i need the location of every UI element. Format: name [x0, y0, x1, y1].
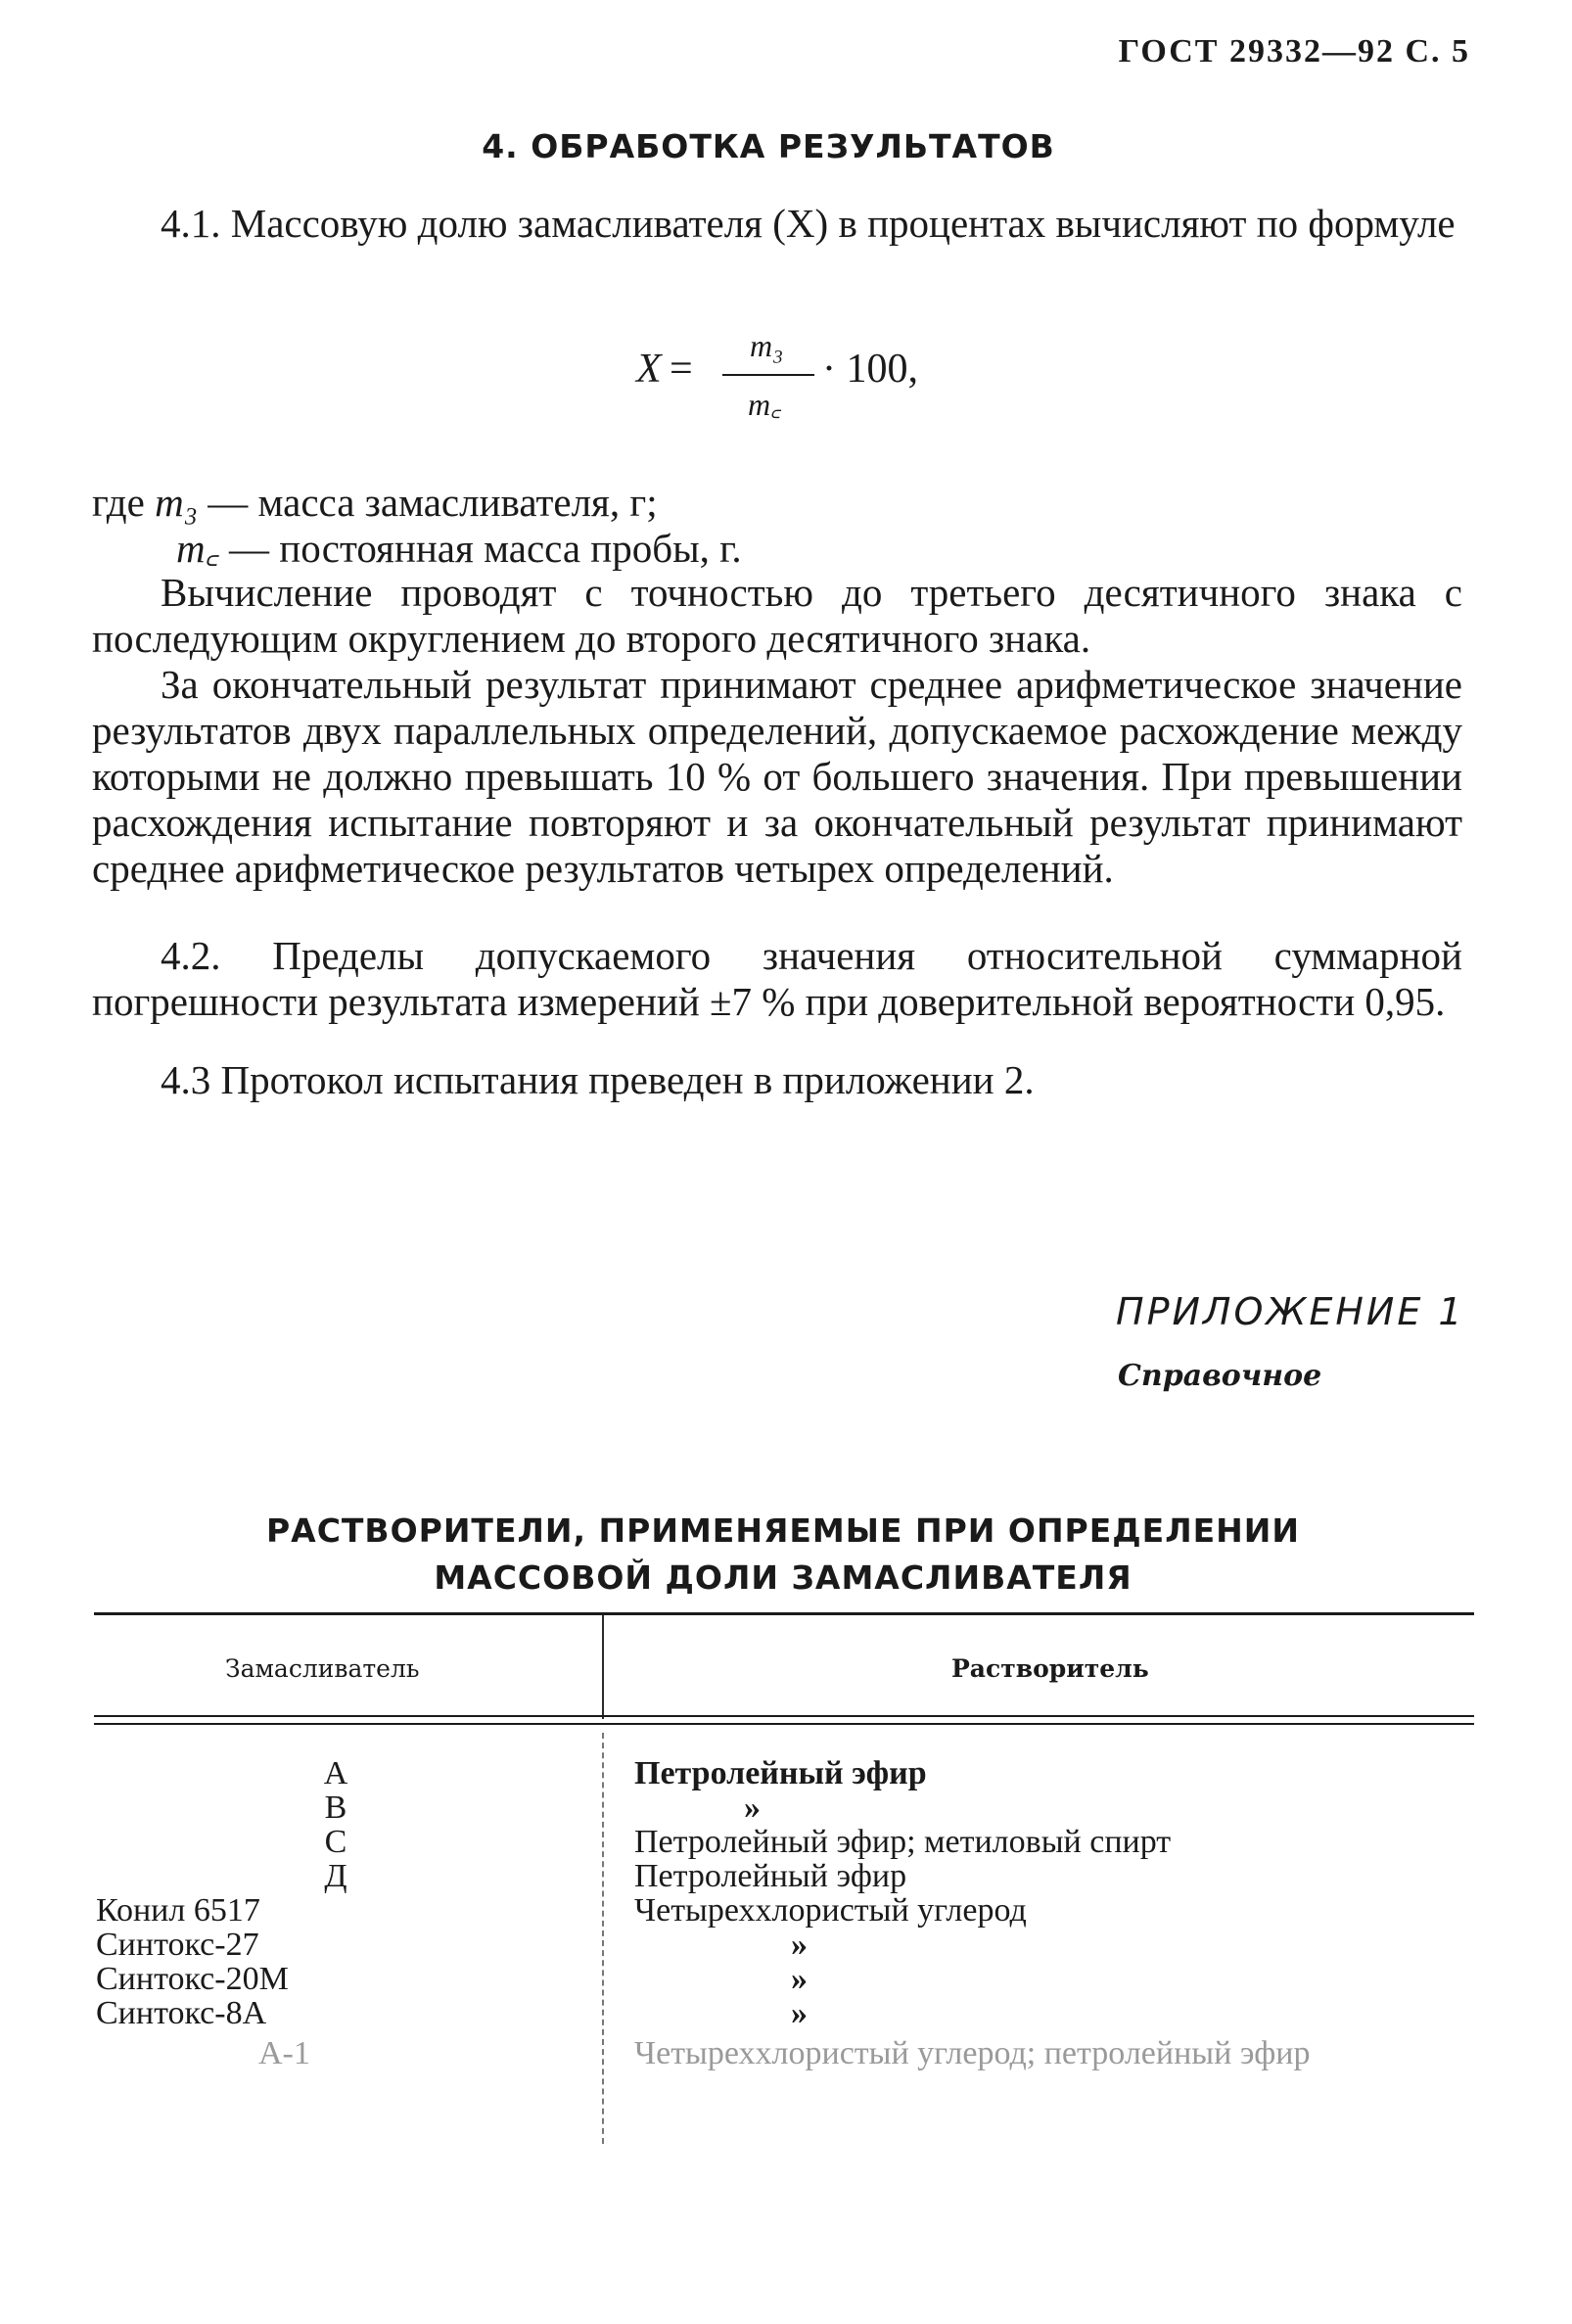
paragraph-4-3: 4.3 Протокол испытания преведен в приложении 2.: [161, 1057, 1035, 1102]
formula-equals: =: [670, 347, 693, 392]
table-header-divider: [602, 1615, 604, 1719]
table-cell-sizing: Синтокс-8А: [96, 1995, 267, 2031]
formula-multiplier: · 100,: [822, 347, 918, 392]
table-cell-sizing: Синтокс-27: [96, 1927, 259, 1963]
appendix-subtitle: Справочное: [1118, 1359, 1322, 1393]
table-title: [0, 1508, 1566, 1602]
table-title-line-2: МАССОВОЙ ДОЛИ ЗАМАСЛИВАТЕЛЯ: [434, 1558, 1133, 1597]
table-cell-sizing: С: [324, 1824, 347, 1860]
where-prefix: где: [92, 480, 145, 525]
where-text-2: — постоянная масса пробы, г.: [229, 526, 742, 571]
appendix-title: ПРИЛОЖЕНИЕ 1: [1116, 1290, 1465, 1333]
table-cell-sizing: Синтокс-20М: [96, 1961, 289, 1997]
column-header-solvent: Растворитель: [951, 1654, 1149, 1683]
paragraph-4-1: 4.1. Массовую долю замасливателя (X) в процентах вычисляют по формуле: [161, 201, 1456, 246]
table-title-line-1: РАСТВОРИТЕЛИ, ПРИМЕНЯЕМЫЕ ПРИ ОПРЕДЕЛЕНИИ: [265, 1511, 1301, 1550]
table-cell-solvent: Четыреххлористый углерод: [634, 1892, 1027, 1929]
table-cell-sizing: В: [324, 1789, 347, 1826]
table-cell-solvent: »: [791, 1927, 808, 1963]
table-cell-sizing: А: [323, 1755, 348, 1791]
page-header: ГОСТ 29332—92 С. 5: [1118, 33, 1470, 70]
where-line-2: [176, 526, 742, 572]
table-cell-solvent: Четыреххлористый углерод; петролейный эфир: [634, 2035, 1311, 2071]
table-cell-sizing: Конил 6517: [96, 1892, 260, 1929]
table-top-rule: [94, 1612, 1474, 1615]
table-body-divider: [602, 1733, 604, 2144]
table-cell-sizing: Д: [324, 1858, 347, 1894]
formula-denominator: m꜀: [748, 387, 782, 422]
table-cell-sizing: А-1: [258, 2035, 310, 2071]
table-cell-solvent: Петролейный эфир: [634, 1755, 927, 1791]
where-line-1: [92, 480, 658, 526]
fraction-bar: [722, 374, 814, 376]
paragraph-precision: Вычисление проводят с точностью до третьего десятичного знака с последующим округлением до второго десятичного знака.: [92, 570, 1462, 661]
formula: [626, 328, 979, 436]
table-header-rule-1: [94, 1715, 1474, 1717]
table-cell-solvent: »: [791, 1961, 808, 1997]
formula-numerator: m₃: [750, 328, 784, 363]
section-title: 4. ОБРАБОТКА РЕЗУЛЬТАТОВ: [482, 127, 1055, 165]
column-header-sizing: Замасливатель: [225, 1654, 420, 1683]
formula-lhs: X: [636, 347, 662, 392]
where-symbol-2: m꜀: [176, 526, 219, 571]
paragraph-final-result: За окончательный результат принимают среднее арифметическое значение результатов двух параллельных определений, допускаемое расхождение между которыми не должно превышать 10 % от большего значения. При превышении расхождения испытание повторяют и за окончательный результат принимают среднее арифметическое результатов четырех определений.: [92, 662, 1462, 891]
where-symbol-1: m₃: [155, 480, 198, 525]
table-header-rule-2: [94, 1723, 1474, 1725]
table-cell-solvent: Петролейный эфир; метиловый спирт: [634, 1824, 1172, 1860]
where-text-1: — масса замасливателя, г;: [208, 480, 658, 525]
paragraph-4-2: 4.2. Пределы допускаемого значения относительной суммарной погрешности результата измерений ±7 % при доверительной вероятности 0,95.: [92, 933, 1462, 1024]
table-cell-solvent: »: [791, 1995, 808, 2031]
table-cell-solvent: Петролейный эфир: [634, 1858, 907, 1894]
table-cell-solvent: »: [744, 1789, 761, 1826]
